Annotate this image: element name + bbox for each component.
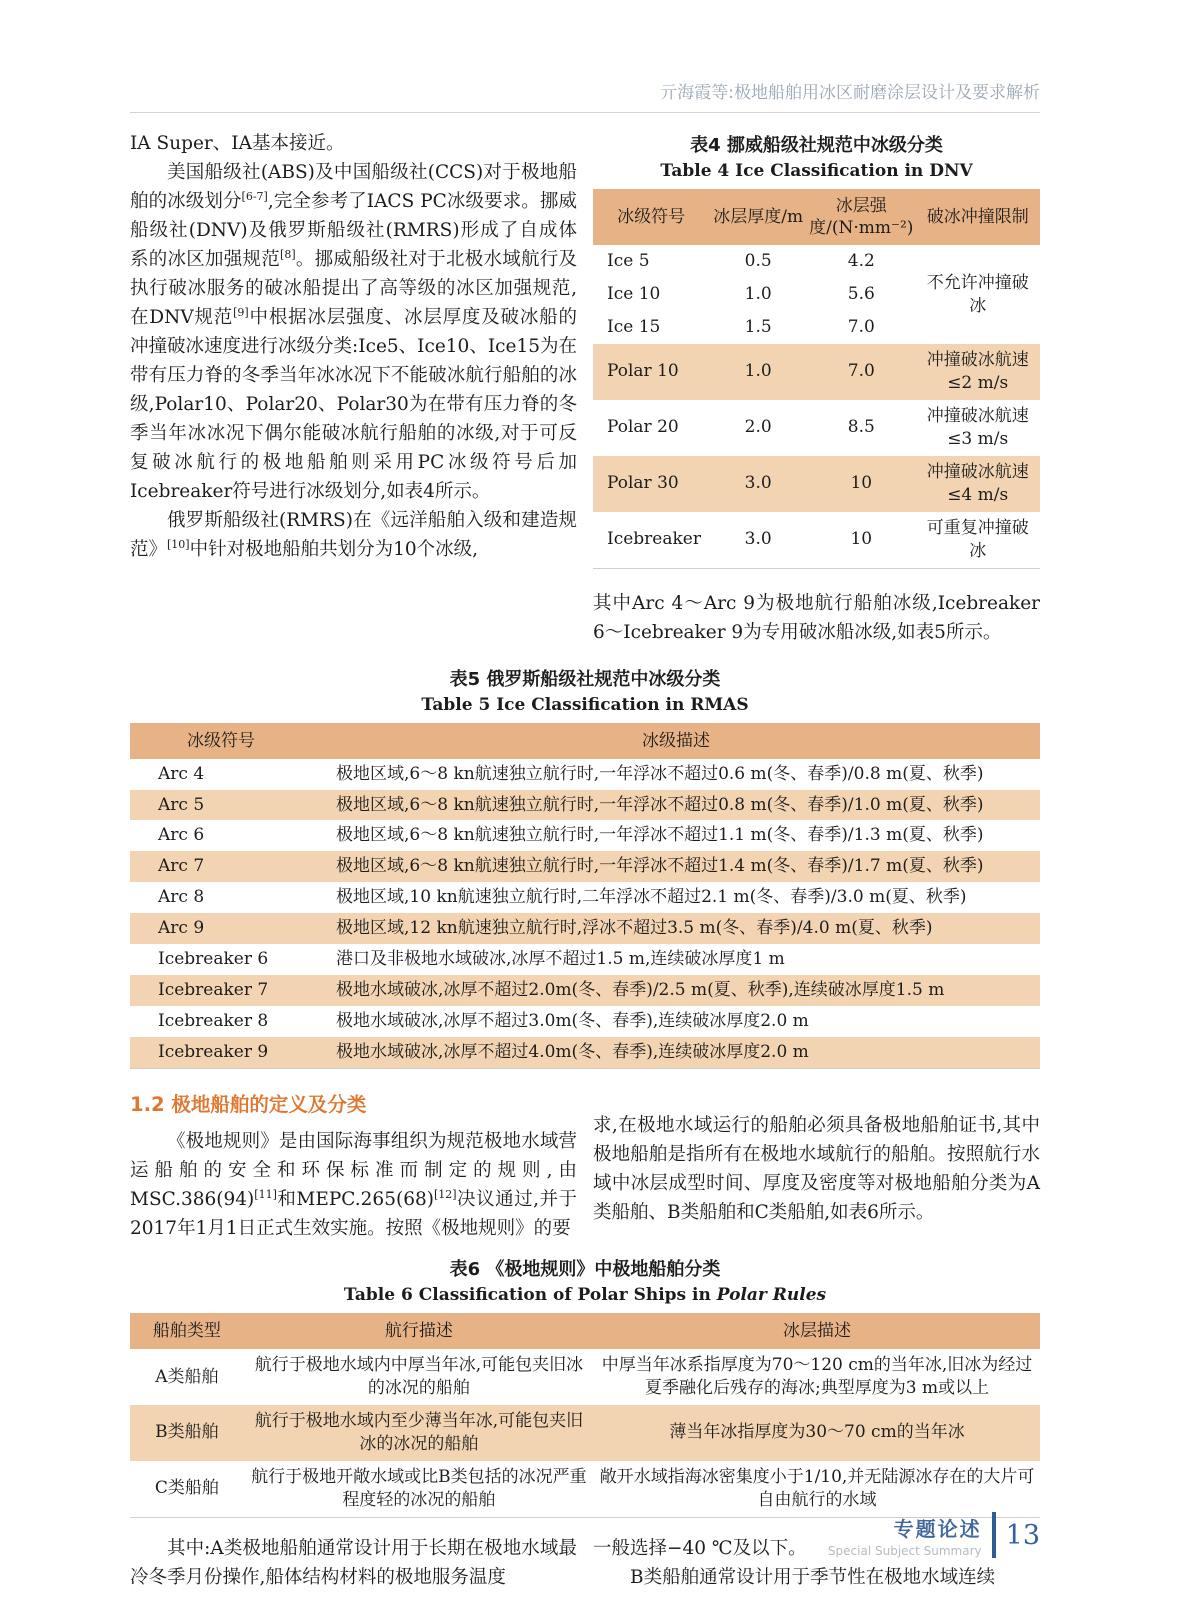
table-cell: 冲撞破冰航速≤2 m/s xyxy=(915,344,1040,400)
table-cell: 极地水域破冰,冰厚不超过2.0m(冬、春季)/2.5 m(夏、秋季),连续破冰厚度1.5 m xyxy=(312,975,1040,1006)
table-6-block xyxy=(130,1255,1040,1518)
table-cell: 1.5 xyxy=(744,317,772,338)
table-cell: C类船舶 xyxy=(154,1478,219,1499)
table-row xyxy=(130,851,1040,882)
table-6-title-en: Table 6 Classification of Polar Ships in Polar Rules xyxy=(343,1284,827,1305)
table-cell: 5.6 xyxy=(847,284,875,305)
paragraph: 《极地规则》是由国际海事组织为规范极地水域营运船舶的安全和环保标准而制定的规则,由MSC.386(94)[11]和MEPC.265(68)[12]决议通过,并于2017年1月1日正式生效实施。按照《极地规则》的要 xyxy=(130,1130,577,1239)
table-header-row xyxy=(130,723,1040,759)
table-cell: 10 xyxy=(807,456,915,512)
table-cell: Icebreaker 7 xyxy=(130,975,312,1006)
table-row xyxy=(130,1461,1040,1517)
table-6-title-zh: 表6 《极地规则》中极地船舶分类 xyxy=(449,1258,721,1280)
table-cell: A类船舶 xyxy=(155,1366,219,1387)
table-5-title-zh: 表5 俄罗斯船级社规范中冰级分类 xyxy=(449,668,721,690)
column-header: 冰层厚度/m xyxy=(709,189,807,245)
table-cell: Icebreaker 9 xyxy=(130,1037,312,1068)
table-cell: Arc 8 xyxy=(158,887,205,908)
table-cell: 不允许冲撞破冰 xyxy=(926,272,1029,316)
column-header: 冰层强度/(N·mm⁻²) xyxy=(807,189,915,245)
table-cell: 3.0 xyxy=(709,456,807,512)
table-cell: 2.0 xyxy=(744,417,772,438)
table-cell: 航行于极地水域内至少薄当年冰,可能包夹旧冰的冰况的船舶 xyxy=(244,1405,594,1461)
table-row xyxy=(593,512,1040,568)
table-cell: 极地区域,12 kn航速独立航行时,浮冰不超过3.5 m(冬、春季)/4.0 m(夏、秋季) xyxy=(312,913,1040,944)
paragraph: B类船舶通常设计用于季节性在极地水域连续 xyxy=(630,1566,996,1588)
table-cell: 7.0 xyxy=(807,344,915,400)
running-head: 亓海霞等:极地船舶用冰区耐磨涂层设计及要求解析 xyxy=(130,78,1040,113)
table-row xyxy=(593,456,1040,512)
table-cell: 极地水域破冰,冰厚不超过3.0m(冬、春季),连续破冰厚度2.0 m xyxy=(336,1011,809,1032)
footer-column-title-zh: 专题论述 xyxy=(893,1516,982,1541)
table-cell: 极地区域,6～8 kn航速独立航行时,一年浮冰不超过0.8 m(冬、春季)/1.0 m(夏、秋季) xyxy=(312,790,1040,821)
table-4-block xyxy=(593,131,1040,569)
table-row xyxy=(130,975,1040,1006)
table-cell: 航行于极地水域内中厚当年冰,可能包夹旧冰的冰况的船舶 xyxy=(254,1355,584,1398)
table-cell: Polar 30 xyxy=(593,456,709,512)
page-number: 13 xyxy=(1005,1519,1040,1551)
table-cell: 1.0 xyxy=(744,284,772,305)
table-header-row xyxy=(130,1313,1040,1349)
paragraph: 美国船级社(ABS)及中国船级社(CCS)对于极地船舶的冰级划分[6-7],完全参考了IACS PC冰级要求。挪威船级社(DNV)及俄罗斯船级社(RMRS)形成了自成体系的冰区加强规范[8]。挪威船级社对于北极水域航行及执行破冰服务的破冰船提出了高等级的冰区加强规范,在DNV规范[9]中根据冰层强度、冰层厚度及破冰船的冲撞破冰速度进行冰级分类:Ice5、Ice10、Ice15为在带有压力脊的冬季当年冰冰况下不能破冰航行船舶的冰级,Polar10、Polar20、Polar30为在带有压力脊的冬季当年冰冰况下偶尔能破冰航行船舶的冰级,对于可反复破冰航行的极地船舶则采用PC冰级符号后加Icebreaker符号进行冰级划分,如表4所示。 xyxy=(130,162,577,502)
table-cell: Arc 5 xyxy=(130,790,312,821)
table-header-row xyxy=(593,189,1040,245)
table-row xyxy=(130,882,1040,913)
intro-left-column xyxy=(130,129,577,647)
column-header: 冰层描述 xyxy=(594,1313,1040,1349)
table-cell: 薄当年冰指厚度为30～70 cm的当年冰 xyxy=(594,1405,1040,1461)
table-cell: 航行于极地开敞水域或比B类包括的冰况严重程度轻的冰况的船舶 xyxy=(251,1466,587,1510)
table-4-title-zh: 表4 挪威船级社规范中冰级分类 xyxy=(690,135,943,156)
table-cell: 极地区域,6～8 kn航速独立航行时,一年浮冰不超过1.1 m(冬、春季)/1.3 m(夏、秋季) xyxy=(336,825,984,846)
table-cell: Arc 7 xyxy=(130,851,312,882)
table-row xyxy=(130,944,1040,975)
paragraph: 其中:A类极地船舶通常设计用于长期在极地水域最冷冬季月份操作,船体结构材料的极地服务温度 xyxy=(130,1537,577,1588)
section-heading: 1.2 极地船舶的定义及分类 xyxy=(130,1092,367,1116)
table-cell: 极地水域破冰,冰厚不超过4.0m(冬、春季),连续破冰厚度2.0 m xyxy=(312,1037,1040,1068)
footer-divider-bar xyxy=(992,1512,996,1558)
table-cell: Icebreaker 8 xyxy=(158,1011,269,1032)
table-cell: Arc 4 xyxy=(158,763,205,784)
table-cell: 3.0 xyxy=(744,529,772,550)
paragraph: 其中Arc 4～Arc 9为极地航行船舶冰级,Icebreaker 6～Icebreaker 9为专用破冰船冰级,如表5所示。 xyxy=(593,592,1040,643)
table-5-title-en: Table 5 Ice Classification in RMAS xyxy=(421,694,749,715)
table-row xyxy=(593,400,1040,456)
table-cell: 冲撞破冰航速≤3 m/s xyxy=(926,405,1029,449)
table-row xyxy=(593,245,1040,278)
footer-column-titles xyxy=(828,1513,982,1558)
table-cell: 极地区域,6～8 kn航速独立航行时,一年浮冰不超过0.6 m(冬、春季)/0.8 m(夏、秋季) xyxy=(336,763,984,784)
table-cell: Ice 10 xyxy=(607,284,661,305)
table-row xyxy=(130,759,1040,790)
table-cell: 0.5 xyxy=(744,251,772,272)
section-1-2-row xyxy=(130,1089,1040,1243)
table-cell: 可重复冲撞破冰 xyxy=(926,517,1029,561)
column-header: 船舶类型 xyxy=(130,1313,244,1349)
section-1-2-left-column xyxy=(130,1089,577,1243)
table-cell: Ice 15 xyxy=(607,317,661,338)
table-row xyxy=(130,1349,1040,1405)
intro-right-column xyxy=(593,129,1040,647)
table-cell: 7.0 xyxy=(847,317,875,338)
table-cell: 港口及非极地水域破冰,冰厚不超过1.5 m,连续破冰厚度1 m xyxy=(336,949,785,970)
intro-row xyxy=(130,129,1040,647)
table-cell: Icebreaker xyxy=(607,529,701,550)
section-1-2-right-column xyxy=(593,1089,1040,1243)
table-cell: Arc 9 xyxy=(130,913,312,944)
table-6 xyxy=(130,1313,1040,1518)
table-row xyxy=(130,913,1040,944)
table-cell: 中厚当年冰系指厚度为70～120 cm的当年冰,旧冰为经过夏季融化后残存的海冰;典型厚度为3 m或以上 xyxy=(601,1355,1033,1398)
table-cell: 8.5 xyxy=(847,417,875,438)
paragraph: 俄罗斯船级社(RMRS)在《远洋船舶入级和建造规范》[10]中针对极地船舶共划分为10个冰级, xyxy=(130,510,577,560)
table-row xyxy=(130,820,1040,851)
paragraph: 一般选择−40 ℃及以下。 xyxy=(593,1537,807,1559)
table-cell: Polar 20 xyxy=(607,417,679,438)
table-cell: Ice 5 xyxy=(607,251,650,272)
table-4 xyxy=(593,189,1040,569)
table-row xyxy=(130,1405,1040,1461)
closing-left-column xyxy=(130,1534,577,1592)
table-row xyxy=(593,344,1040,400)
page-footer xyxy=(828,1512,1040,1558)
table-cell: Icebreaker 6 xyxy=(158,949,269,970)
table-cell: Polar 10 xyxy=(593,344,709,400)
table-cell: 敞开水域指海冰密集度小于1/10,并无陆源冰存在的大片可自由航行的水域 xyxy=(599,1466,1035,1510)
table-cell: 4.2 xyxy=(847,251,875,272)
paragraph: IA Super、IA基本接近。 xyxy=(130,133,345,154)
table-cell: 10 xyxy=(850,529,873,550)
table-row xyxy=(130,1006,1040,1037)
column-header: 破冰冲撞限制 xyxy=(915,189,1040,245)
table-cell: B类船舶 xyxy=(130,1405,244,1461)
table-cell: 极地区域,10 kn航速独立航行时,二年浮冰不超过2.1 m(冬、春季)/3.0 m(夏、秋季) xyxy=(336,887,967,908)
paragraph: 求,在极地水域运行的船舶必须具备极地船舶证书,其中极地船舶是指所有在极地水域航行的船舶。按照航行水域中冰层成型时间、厚度及密度等对极地船舶分类为A类船舶、B类船舶和C类船舶,如表6所示。 xyxy=(593,1114,1040,1223)
footer-column-title-en: Special Subject Summary xyxy=(827,1543,982,1558)
column-header: 航行描述 xyxy=(244,1313,594,1349)
table-row xyxy=(130,1037,1040,1068)
table-cell: 冲撞破冰航速≤4 m/s xyxy=(915,456,1040,512)
column-header: 冰级描述 xyxy=(312,723,1040,759)
table-4-title-en: Table 4 Ice Classification in DNV xyxy=(660,161,973,181)
table-cell: Arc 6 xyxy=(158,825,205,846)
table-cell: 1.0 xyxy=(709,344,807,400)
column-header: 冰级符号 xyxy=(130,723,312,759)
table-cell: 极地区域,6～8 kn航速独立航行时,一年浮冰不超过1.4 m(冬、春季)/1.7 m(夏、秋季) xyxy=(312,851,1040,882)
table-5-block xyxy=(130,665,1040,1069)
table-5 xyxy=(130,723,1040,1069)
table-row xyxy=(130,790,1040,821)
column-header: 冰级符号 xyxy=(593,189,709,245)
